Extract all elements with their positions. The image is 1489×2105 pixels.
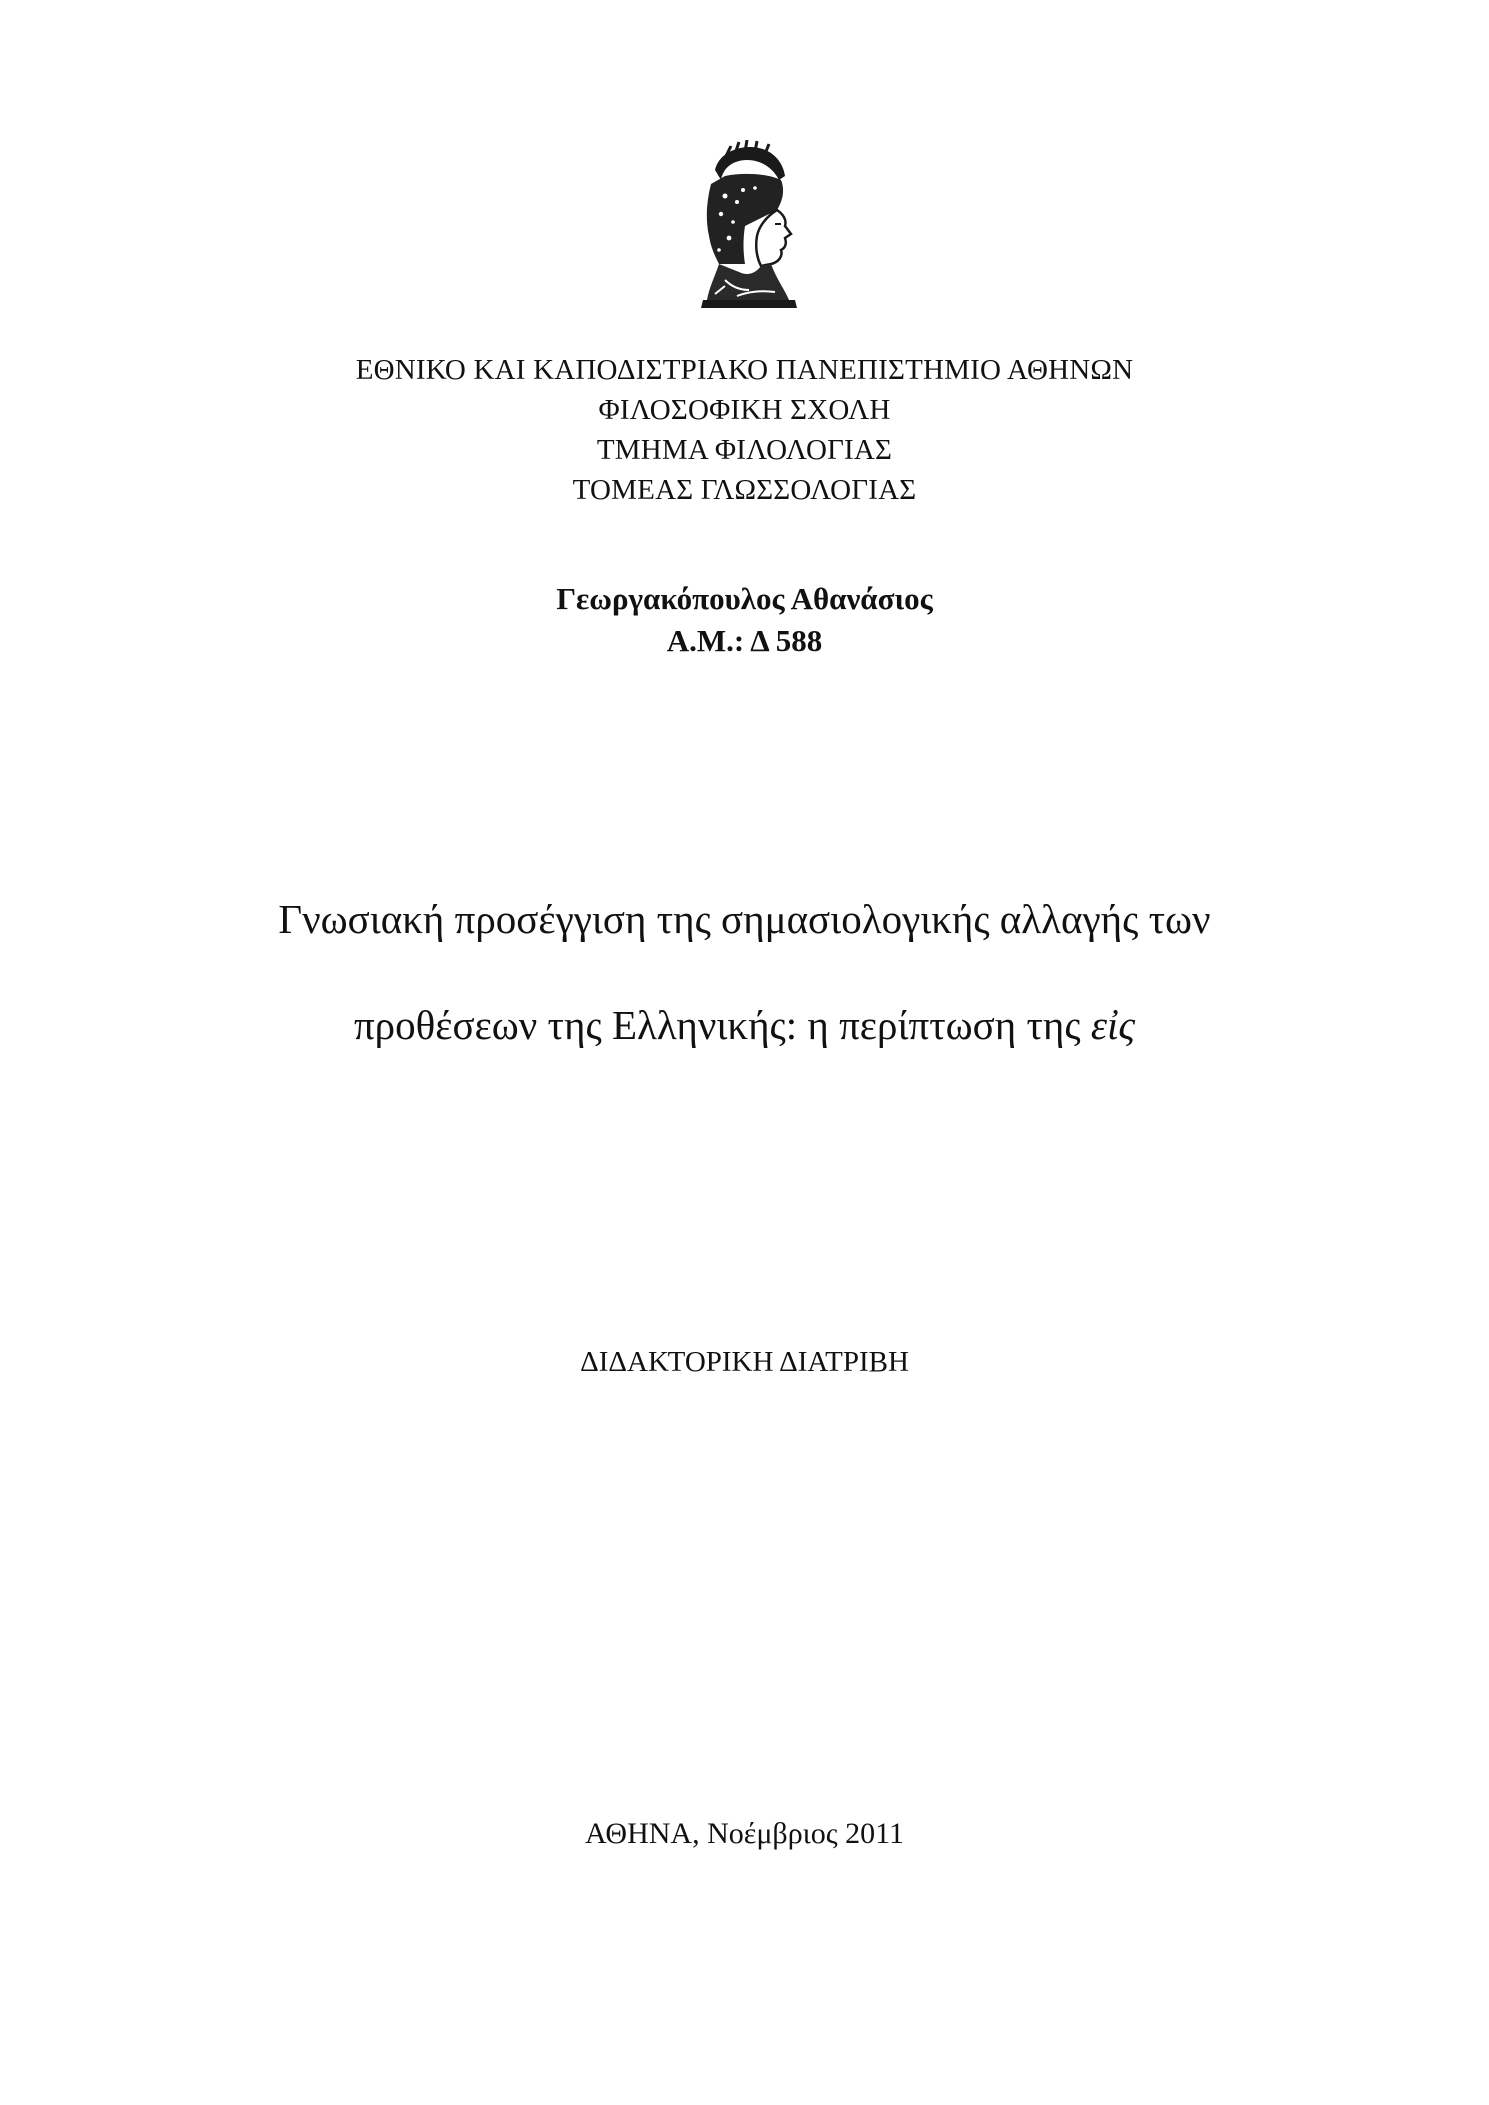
author-name: Γεωργακόπουλος Αθανάσιος [556, 581, 933, 616]
title-line-2 [0, 972, 1489, 1078]
thesis-type: ΔΙΔΑΚΤΟΡΙΚΗ ΔΙΑΤΡΙΒΗ [580, 1346, 909, 1378]
school-name: ΦΙΛΟΣΟΦΙΚΗ ΣΧΟΛΗ [598, 394, 891, 426]
department-name: ΤΜΗΜΑ ΦΙΛΟΛΟΓΙΑΣ [596, 434, 893, 466]
university-name: ΕΘΝΙΚΟ ΚΑΙ ΚΑΠΟΔΙΣΤΡΙΑΚΟ ΠΑΝΕΠΙΣΤΗΜΙΟ ΑΘΗΝΩΝ [355, 354, 1134, 386]
title-line-1: Γνωσιακή προσέγγιση της σημασιολογικής αλλαγής των [278, 896, 1211, 942]
sector-name: ΤΟΜΕΑΣ ΓΛΩΣΣΟΛΟΓΙΑΣ [572, 474, 917, 506]
athena-head-emblem-icon [685, 140, 811, 315]
place-date: ΑΘΗΝΑ, Νοέμβριος 2011 [584, 1817, 904, 1850]
thesis-title [0, 866, 1489, 1078]
title-preposition: εἰς [1090, 1002, 1136, 1048]
registration-number: Α.Μ.: Δ 588 [666, 623, 823, 658]
author-block [0, 578, 1489, 662]
institution-block [0, 350, 1489, 510]
title-line-2-text: προθέσεων της Ελληνικής: η περίπτωση της [353, 1002, 1091, 1048]
